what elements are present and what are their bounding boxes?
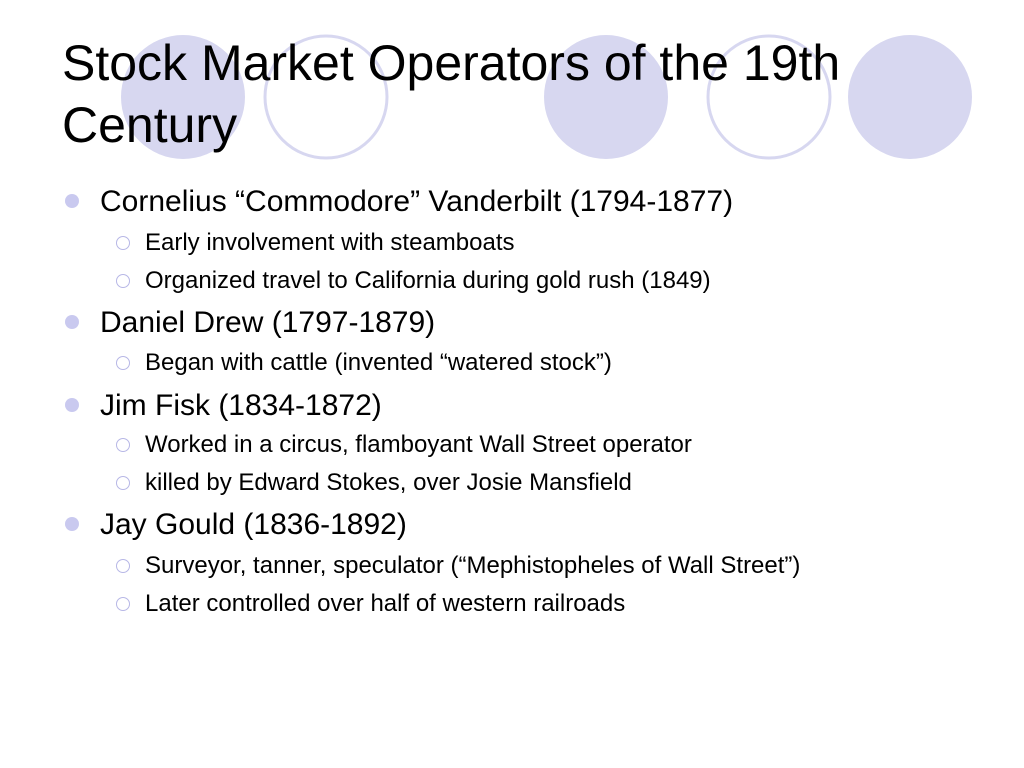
sub-bullet-steamboats — [115, 228, 515, 258]
hollow-bullet-icon — [116, 438, 130, 452]
filled-bullet-icon — [65, 398, 79, 412]
bullet-drew — [65, 305, 435, 341]
sub-bullet-text: killed by Edward Stokes, over Josie Mansfield — [145, 469, 632, 496]
bullet-vanderbilt — [65, 184, 733, 220]
bullet-text: Daniel Drew (1797-1879) — [100, 306, 436, 339]
slide-title-line-2: Century — [62, 97, 238, 153]
sub-bullet-cattle — [115, 348, 612, 378]
sub-bullet-text: Later controlled over half of western railroads — [145, 590, 626, 617]
hollow-bullet-icon — [116, 559, 130, 573]
hollow-bullet-icon — [116, 274, 130, 288]
bullet-text: Cornelius “Commodore” Vanderbilt (1794-1877) — [100, 185, 734, 218]
sub-bullet-gold-rush — [115, 266, 711, 296]
filled-bullet-icon — [65, 315, 79, 329]
sub-bullet-surveyor — [115, 551, 800, 581]
sub-bullet-railroads — [115, 589, 625, 619]
hollow-bullet-icon — [116, 356, 130, 370]
filled-bullet-icon — [65, 517, 79, 531]
bullet-fisk — [65, 388, 382, 424]
bullet-text: Jim Fisk (1834-1872) — [100, 389, 382, 422]
hollow-bullet-icon — [116, 476, 130, 490]
hollow-bullet-icon — [116, 597, 130, 611]
slide-title-line-1: Stock Market Operators of the 19th — [62, 35, 841, 91]
sub-bullet-text: Surveyor, tanner, speculator (“Mephistopheles of Wall Street”) — [145, 552, 801, 579]
bullet-text: Jay Gould (1836-1892) — [100, 508, 407, 541]
sub-bullet-text: Began with cattle (invented “watered stock”) — [145, 349, 612, 376]
filled-bullet-icon — [65, 194, 79, 208]
bullet-gould — [65, 507, 407, 543]
sub-bullet-text: Worked in a circus, flamboyant Wall Street operator — [145, 431, 692, 458]
sub-bullet-circus — [115, 430, 692, 460]
hollow-bullet-icon — [116, 236, 130, 250]
sub-bullet-text: Early involvement with steamboats — [145, 229, 515, 256]
sub-bullet-stokes — [115, 468, 632, 498]
sub-bullet-text: Organized travel to California during gold rush (1849) — [145, 267, 711, 294]
